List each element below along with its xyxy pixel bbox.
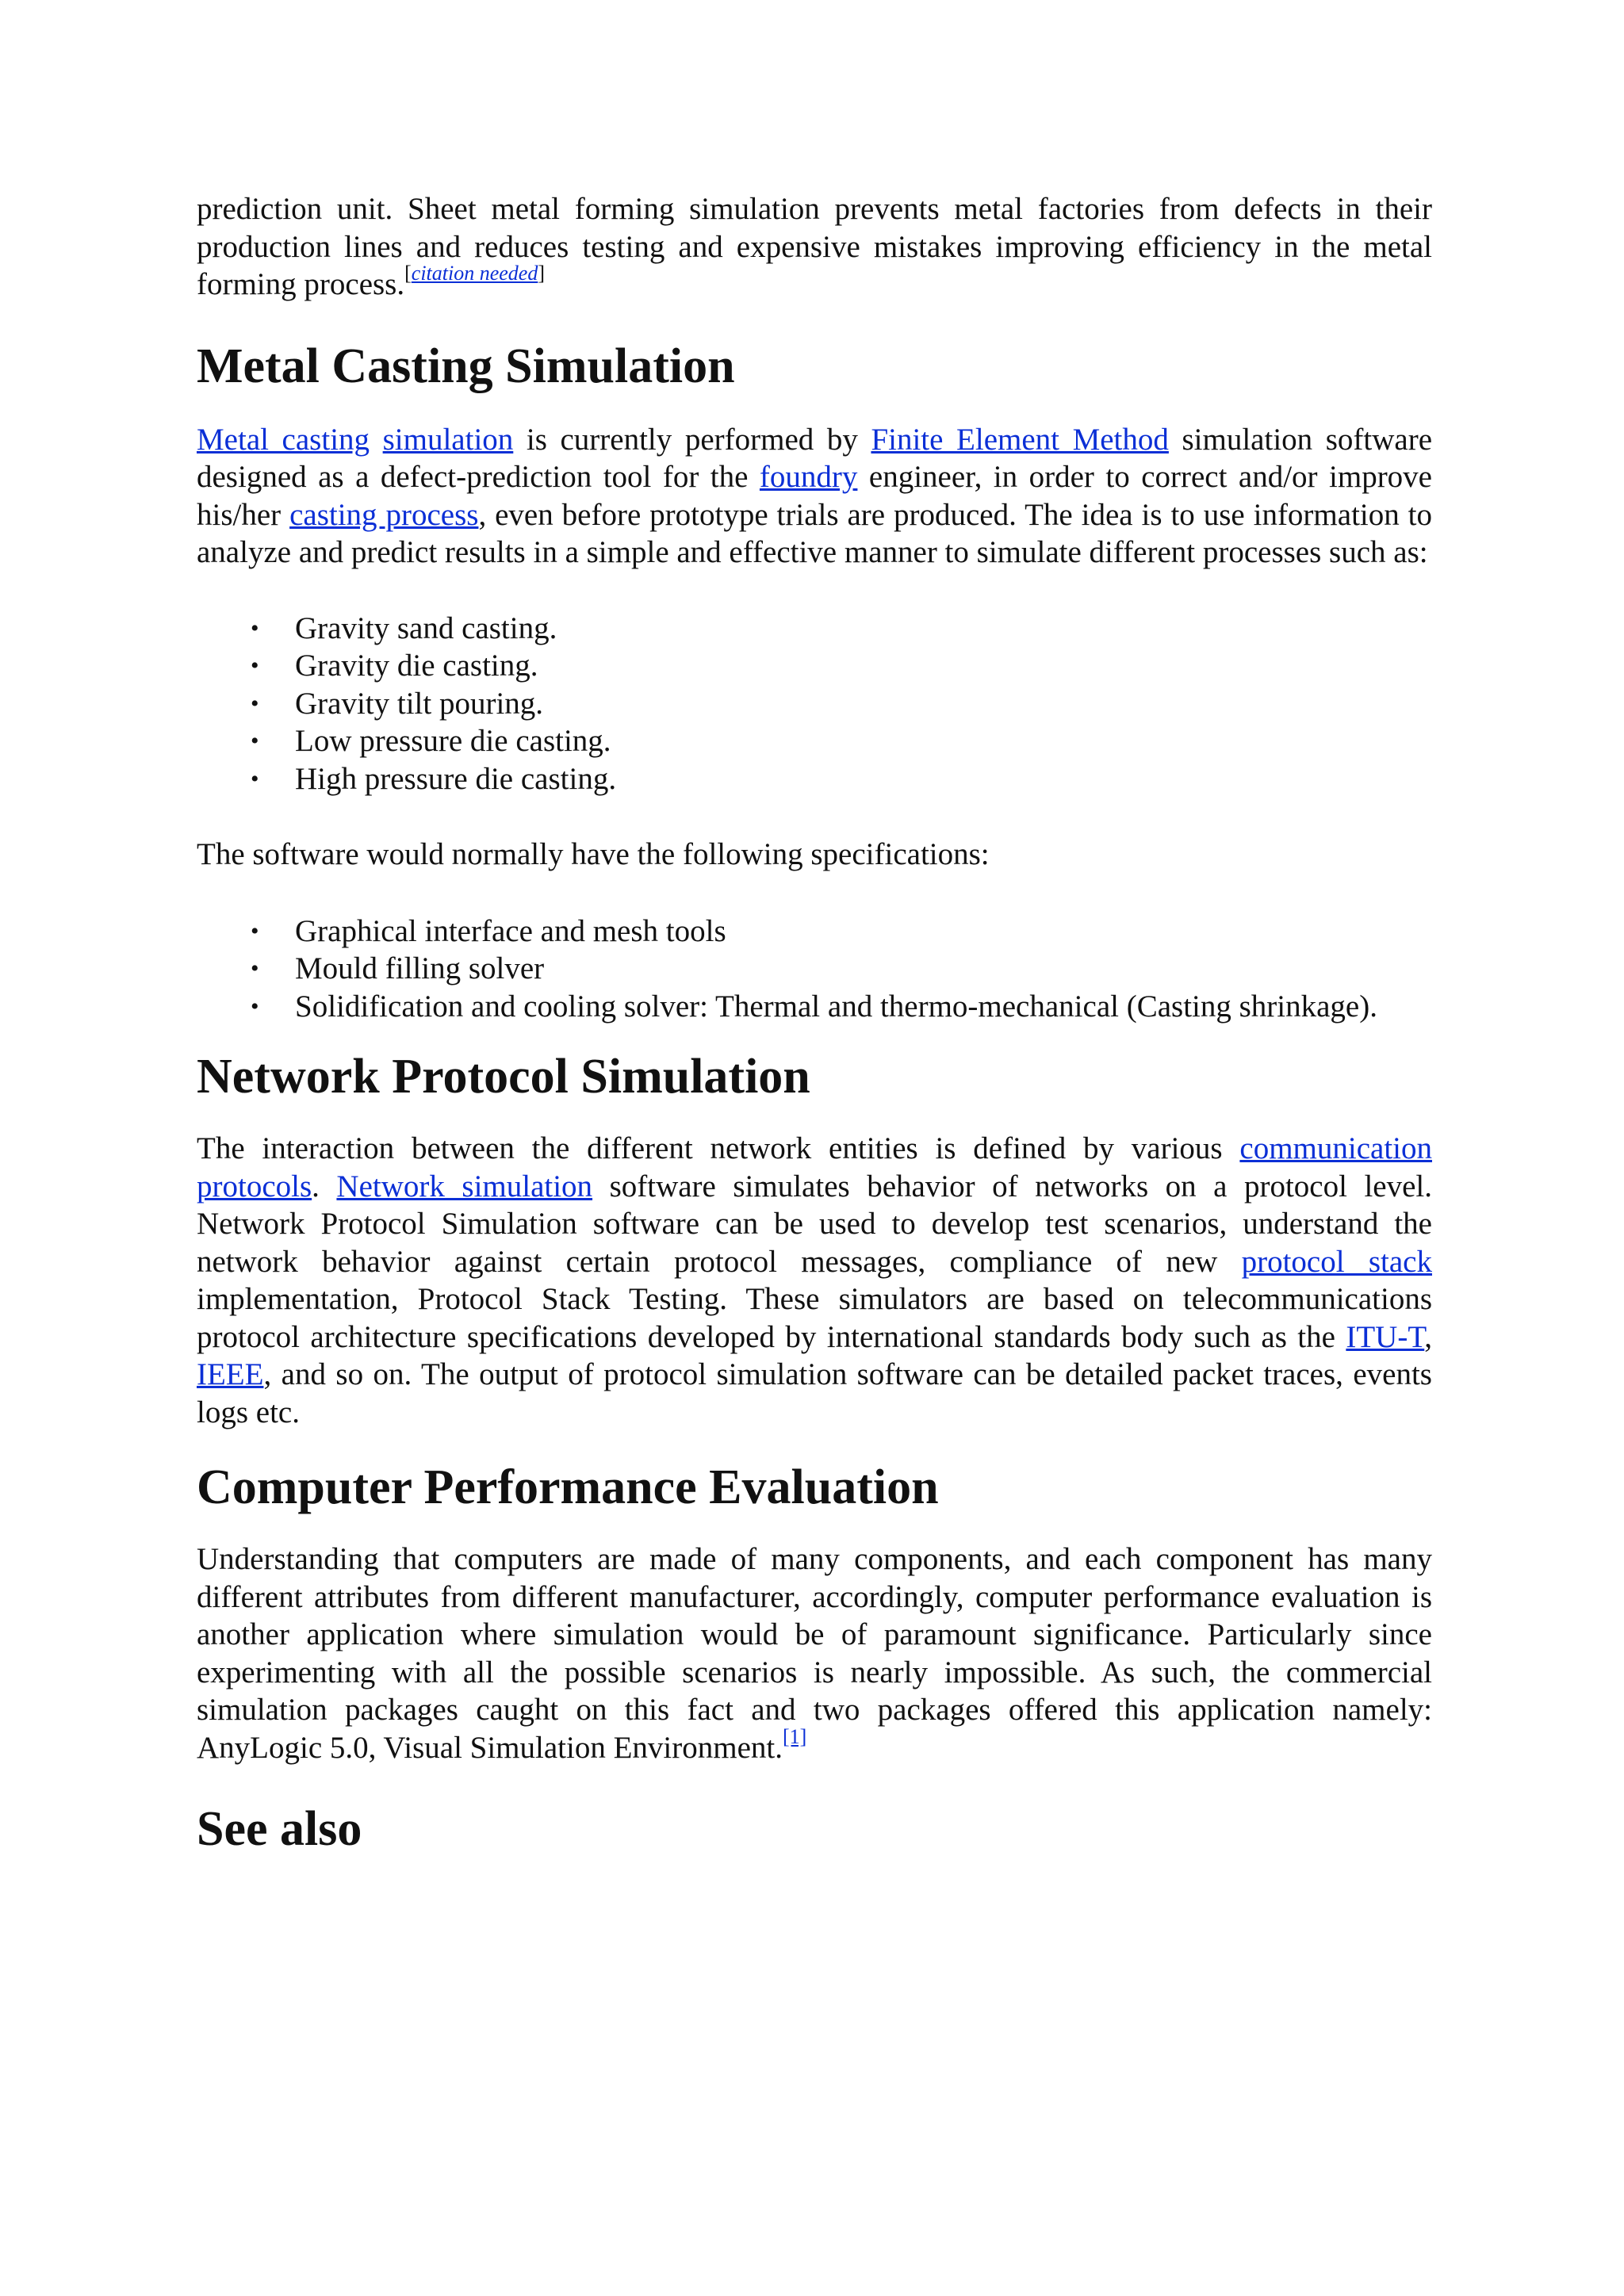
citation-bracket-open: [ bbox=[404, 262, 412, 285]
link-finite-element-method[interactable]: Finite Element Method bbox=[871, 422, 1169, 457]
list-item bbox=[197, 988, 1432, 1026]
citation-bracket-close: ] bbox=[538, 262, 546, 285]
link-metal-casting[interactable]: Metal casting bbox=[197, 422, 370, 457]
link-protocol-stack[interactable]: protocol stack bbox=[1241, 1244, 1432, 1279]
link-network-simulation[interactable]: Network simulation bbox=[336, 1169, 593, 1203]
intro-text: prediction unit. Sheet metal forming simulation prevents metal factories from defects in their production lines and reduces testing and expensive mistakes improving efficiency in the metal forming process. bbox=[197, 192, 1432, 301]
citation-needed bbox=[404, 262, 545, 285]
link-casting-process[interactable]: casting process bbox=[289, 497, 479, 532]
bullet-icon: • bbox=[251, 652, 259, 679]
list-item-text: Low pressure die casting. bbox=[295, 724, 611, 758]
bullet-icon: • bbox=[251, 614, 259, 641]
list-item-text: Gravity tilt pouring. bbox=[295, 686, 544, 721]
bullet-icon: • bbox=[251, 690, 259, 717]
performance-text: Understanding that computers are made of many components, and each component has many different attributes from different manufacturer, accordingly, computer performance evaluation is another application where simulation would be of paramount significance. Particularly since experimenting with all the possible scenarios is nearly impossible. As such, the commercial simulation packages caught on this fact and two packages offered this application namely: AnyLogic 5.0, Visual Simulation Environment. bbox=[197, 1542, 1432, 1765]
casting-paragraph bbox=[197, 421, 1432, 572]
network-text-5: , bbox=[1424, 1319, 1432, 1354]
performance-paragraph bbox=[197, 1540, 1432, 1766]
link-simulation[interactable]: simulation bbox=[382, 422, 514, 457]
network-paragraph bbox=[197, 1130, 1432, 1431]
intro-paragraph bbox=[197, 190, 1432, 304]
bullet-icon: • bbox=[251, 728, 259, 754]
casting-text-3: engineer, in order to correct and/or improve his/her bbox=[197, 460, 1432, 532]
list-item bbox=[197, 685, 1432, 723]
list-item bbox=[197, 647, 1432, 685]
list-item-text: Gravity sand casting. bbox=[295, 610, 557, 645]
network-text-4: implementation, Protocol Stack Testing. These simulators are based on telecommunications protocol architecture specifications developed by international standards body such as the bbox=[197, 1282, 1432, 1354]
list-item-text: High pressure die casting. bbox=[295, 761, 617, 796]
list-item-text: Gravity die casting. bbox=[295, 649, 538, 683]
reference-sup bbox=[783, 1725, 806, 1748]
list-item bbox=[197, 760, 1432, 798]
network-text-6: , and so on. The output of protocol simulation software can be detailed packet traces, events logs etc. bbox=[197, 1357, 1432, 1429]
network-text-3: software simulates behavior of networks on a protocol level. Network Protocol Simulation software can be used to develop test scenarios, understand the network behavior against certain protocol messages, compliance of new bbox=[197, 1169, 1432, 1279]
specs-list bbox=[197, 913, 1432, 1026]
heading-see-also: See also bbox=[197, 1802, 362, 1856]
casting-text-2: simulation software designed as a defect-prediction tool for the bbox=[197, 422, 1433, 494]
specs-intro: The software would normally have the following specifications: bbox=[197, 837, 990, 871]
list-item bbox=[197, 722, 1432, 760]
casting-text-4: , even before prototype trials are produced. The idea is to use information to analyze and predict results in a simple and effective manner to simulate different processes such as: bbox=[197, 497, 1432, 569]
link-ieee[interactable]: IEEE bbox=[197, 1357, 264, 1391]
network-text-2: . bbox=[312, 1169, 337, 1203]
bullet-icon: • bbox=[251, 765, 259, 792]
bullet-icon: • bbox=[251, 993, 259, 1020]
bullet-icon: • bbox=[251, 955, 259, 982]
citation-needed-link[interactable]: citation needed bbox=[411, 262, 538, 285]
list-item bbox=[197, 610, 1432, 648]
list-item-text: Mould filling solver bbox=[295, 951, 545, 985]
casting-process-list bbox=[197, 610, 1432, 798]
link-itu-t[interactable]: ITU-T bbox=[1346, 1319, 1425, 1354]
list-item-text: Solidification and cooling solver: Thermal and thermo-mechanical (Casting shrinkage). bbox=[295, 989, 1377, 1024]
article-body bbox=[197, 190, 1432, 1858]
heading-metal-casting-simulation: Metal Casting Simulation bbox=[197, 339, 735, 393]
network-text-1: The interaction between the different network entities is defined by various bbox=[197, 1131, 1240, 1165]
heading-network-protocol-simulation: Network Protocol Simulation bbox=[197, 1050, 810, 1104]
link-communication-protocols[interactable]: communication protocols bbox=[197, 1131, 1432, 1203]
reference-link-1[interactable]: [1] bbox=[782, 1724, 807, 1748]
list-item-text: Graphical interface and mesh tools bbox=[295, 913, 726, 948]
casting-text-1: is currently performed by bbox=[513, 422, 871, 457]
link-foundry[interactable]: foundry bbox=[759, 460, 858, 494]
list-item bbox=[197, 950, 1432, 988]
list-item bbox=[197, 913, 1432, 951]
bullet-icon: • bbox=[251, 917, 259, 944]
heading-computer-performance-evaluation: Computer Performance Evaluation bbox=[197, 1460, 939, 1514]
